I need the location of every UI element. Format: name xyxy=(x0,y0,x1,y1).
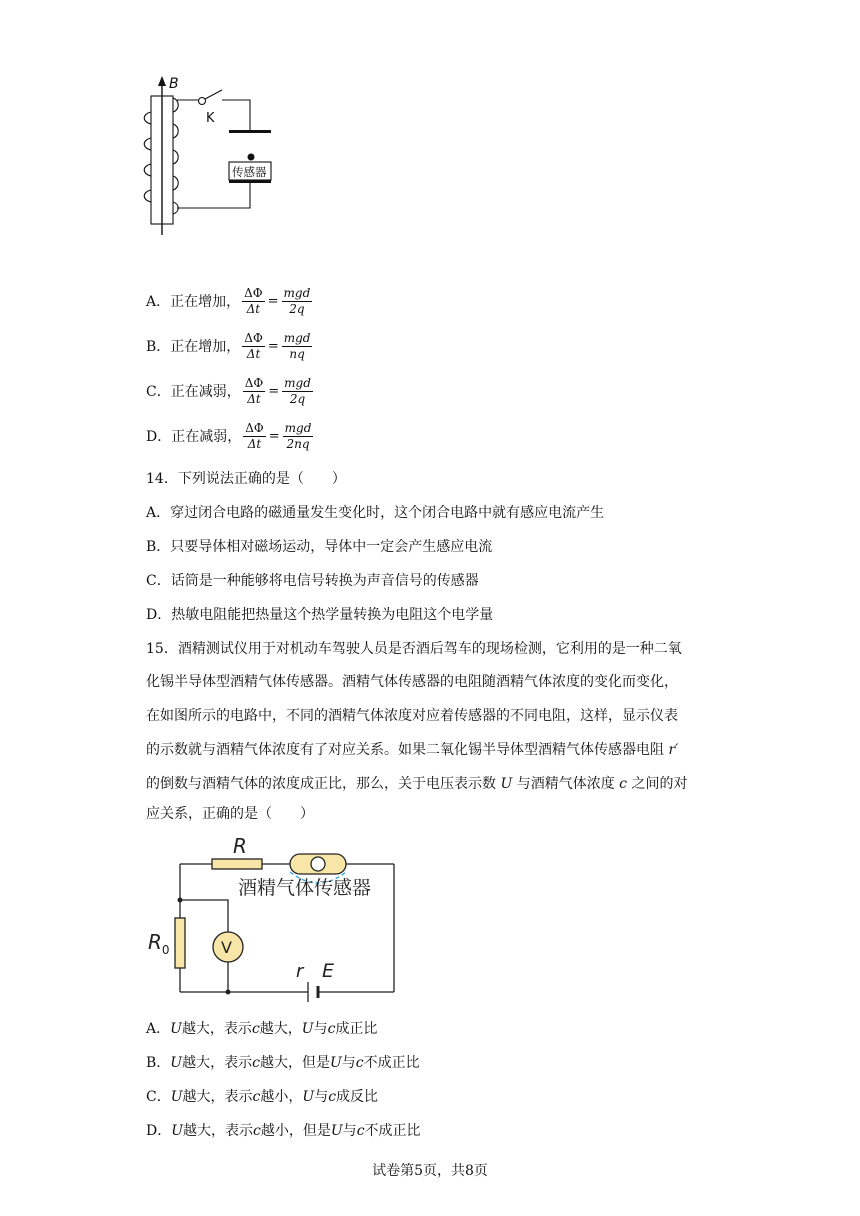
var-c: c xyxy=(252,1089,261,1105)
option-prefix: B．正在增加， xyxy=(146,339,241,355)
switch-k-label: K xyxy=(206,111,215,126)
fraction-numerator: mgd xyxy=(284,420,312,435)
q15-line-4 xyxy=(146,740,678,760)
var-u: U xyxy=(329,1055,342,1071)
var-c: c xyxy=(253,1123,261,1139)
b-field-label: B xyxy=(169,76,179,92)
var-c: c xyxy=(251,1021,260,1037)
q15-line-5-end: 之间的对 xyxy=(631,776,688,792)
internal-resistance-label: r xyxy=(296,961,304,982)
alcohol-sensor-circuit-figure xyxy=(140,832,410,1002)
fraction-numerator: mgd xyxy=(283,330,311,345)
equals-sign: = xyxy=(267,293,279,309)
rhs-fraction xyxy=(282,286,313,317)
var-u: U xyxy=(330,1123,343,1139)
q15-option-b: B．U越大，表示c越大，但是U与c不成正比 xyxy=(146,1055,420,1071)
var-c: c xyxy=(619,776,628,792)
fraction-numerator: mgd xyxy=(284,375,311,390)
sensor-name-label: 酒精气体传感器 xyxy=(238,877,372,899)
option-prefix: C．正在减弱， xyxy=(146,384,241,400)
q15-line-4-text: 的示数就与酒精气体浓度有了对应关系。如果二氧化锡半导体型酒精气体传感器电阻 xyxy=(146,742,664,758)
q13-option-b xyxy=(146,326,314,366)
flux-rate-fraction xyxy=(242,331,265,362)
var-u: U xyxy=(170,1055,183,1071)
var-u: U xyxy=(170,1089,183,1105)
flux-rate-fraction xyxy=(243,376,266,407)
fraction-numerator: ΔΦ xyxy=(244,375,264,390)
fraction-denominator: 2q xyxy=(289,391,306,406)
var-c: c xyxy=(355,1055,364,1071)
q15-line-3: 在如图所示的电路中，不同的酒精气体浓度对应着传感器的不同电阻，这样，显示仪表 xyxy=(146,708,678,724)
fraction-denominator: Δt xyxy=(246,346,261,361)
rhs-fraction xyxy=(282,331,313,362)
option-prefix: D．正在减弱， xyxy=(146,429,242,445)
var-c: c xyxy=(252,1055,260,1071)
resistor-r0 xyxy=(175,918,185,968)
fraction-denominator: Δt xyxy=(247,436,262,451)
q13-option-a xyxy=(146,281,314,321)
q15-line-5-mid: 与酒精气体浓度 xyxy=(516,776,615,792)
fraction-denominator: 2q xyxy=(289,301,305,316)
q14-option-d: D．热敏电阻能把热量这个热学量转换为电阻这个电学量 xyxy=(146,607,494,623)
rhs-fraction xyxy=(283,421,314,452)
q13-option-d xyxy=(146,416,315,456)
var-u: U xyxy=(171,1123,184,1139)
q14-option-b: B．只要导体相对磁场运动，导体中一定会产生感应电流 xyxy=(146,539,493,555)
resistor-r xyxy=(212,859,262,869)
q14-stem: 14．下列说法正确的是（ ） xyxy=(146,471,346,487)
fraction-numerator: ΔΦ xyxy=(244,330,263,345)
var-c: c xyxy=(356,1123,365,1139)
q15-option-c: C．U越大，表示c越小，U与c成反比 xyxy=(146,1089,379,1105)
q15-line-1: 15．酒精测试仪用于对机动车驾驶人员是否酒后驾车的现场检测，它利用的是一种二氧 xyxy=(146,641,682,657)
solenoid-circuit-figure xyxy=(130,70,290,240)
fraction-denominator: Δt xyxy=(246,301,261,316)
voltmeter-label: V xyxy=(221,938,232,957)
r-prime-symbol: r′ xyxy=(668,742,679,758)
equals-sign: = xyxy=(267,338,279,354)
fraction-numerator: mgd xyxy=(283,285,311,300)
resistor-r0-label: $R_0$ xyxy=(148,930,170,957)
fraction-denominator: 2nq xyxy=(286,436,310,451)
emf-label: E xyxy=(322,960,335,982)
rhs-fraction xyxy=(282,376,313,407)
flux-rate-fraction xyxy=(243,421,266,452)
var-u: U xyxy=(500,776,513,792)
q14-option-a: A．穿过闭合电路的磁通量发生变化时，这个闭合电路中就有感应电流产生 xyxy=(146,505,605,521)
flux-rate-fraction xyxy=(242,286,265,317)
option-prefix: A．正在增加， xyxy=(146,294,241,310)
var-c: c xyxy=(328,1089,337,1105)
q15-line-5 xyxy=(146,774,687,794)
q15-option-a: A．U越大，表示c越大，U与c成正比 xyxy=(146,1021,378,1037)
q15-line-6: 应关系，正确的是（ ） xyxy=(146,806,314,822)
q14-option-c: C．话筒是一种能够将电信号转换为声音信号的传感器 xyxy=(146,573,479,589)
var-u: U xyxy=(170,1021,182,1037)
fraction-numerator: ΔΦ xyxy=(244,285,263,300)
fraction-numerator: ΔΦ xyxy=(245,420,264,435)
sensor-label: 传感器 xyxy=(232,165,267,179)
page-footer: 试卷第5页，共8页 xyxy=(372,1163,488,1179)
var-u: U xyxy=(302,1089,315,1105)
var-u: U xyxy=(301,1021,314,1037)
resistor-r-label: R xyxy=(233,834,247,858)
q15-option-d: D．U越大，表示c越小，但是U与c不成正比 xyxy=(146,1123,421,1139)
fraction-denominator: Δt xyxy=(247,391,261,406)
q15-line-2: 化锡半导体型酒精气体传感器。酒精气体传感器的电阻随酒精气体浓度的变化而变化， xyxy=(146,674,678,690)
q13-option-c xyxy=(146,371,315,411)
equals-sign: = xyxy=(268,383,280,399)
fraction-denominator: nq xyxy=(289,346,305,361)
q15-line-5-text: 的倒数与酒精气体的浓度成正比，那么，关于电压表示数 xyxy=(146,776,496,792)
equals-sign: = xyxy=(268,428,280,444)
var-c: c xyxy=(327,1021,336,1037)
